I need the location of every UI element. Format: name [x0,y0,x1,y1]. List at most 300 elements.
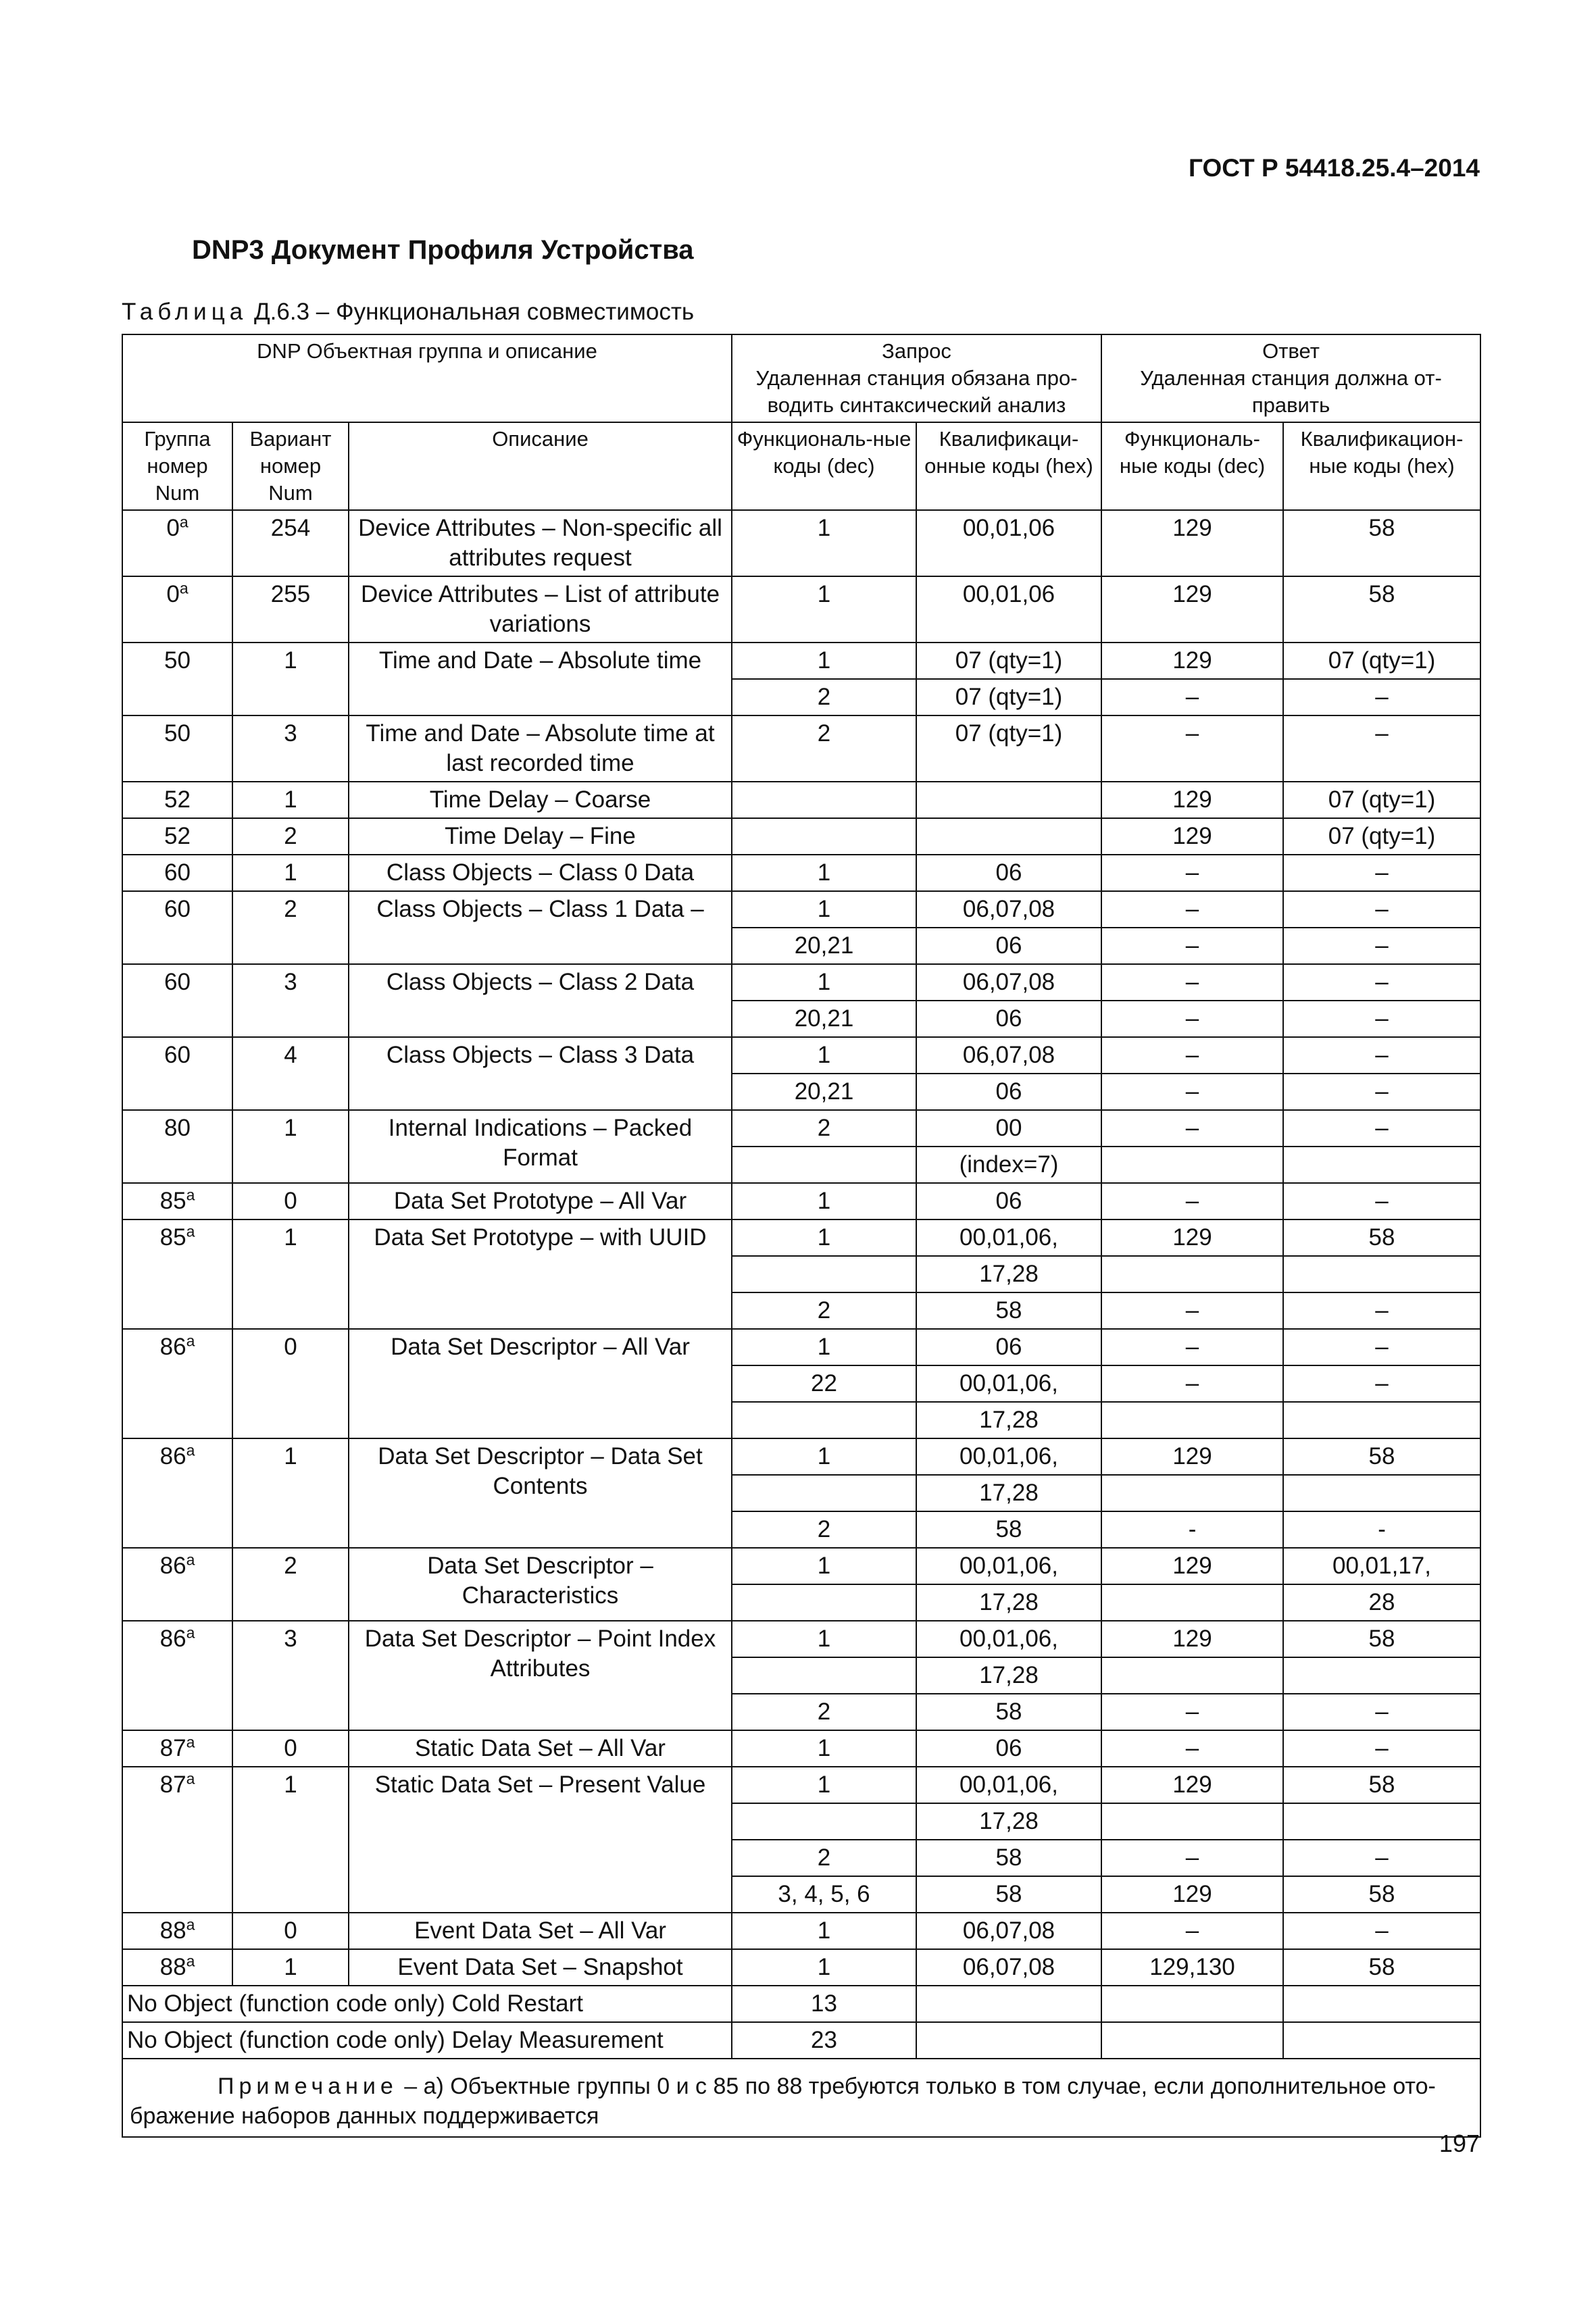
group-cell [122,1110,232,1183]
request-function-cell: 1 [732,855,916,891]
variant-cell: 1 [232,643,349,715]
request-qualifier-cell [916,2022,1101,2059]
footnote-marker: a [186,1186,195,1204]
response-qualifier-cell: – [1283,1730,1480,1767]
request-qualifier-cell: 17,28 [916,1803,1101,1840]
request-function-cell: 2 [732,1694,916,1730]
variant-cell: 0 [232,1183,349,1219]
response-qualifier-cell: 58 [1283,510,1480,576]
table-row [122,1037,1480,1074]
request-function-cell: 1 [732,1913,916,1949]
description-cell: Data Set Descriptor – All Var [349,1329,732,1438]
request-function-cell: 1 [732,1037,916,1074]
response-qualifier-cell [1283,1986,1480,2022]
request-function-cell: 2 [732,715,916,782]
response-function-cell: – [1101,1292,1283,1329]
description-cell: Time and Date – Absolute time [349,643,732,715]
group-cell [122,891,232,964]
response-qualifier-cell: - [1283,1511,1480,1548]
response-qualifier-cell [1283,1475,1480,1511]
footnote-marker: a [186,1624,195,1642]
response-function-cell [1101,1402,1283,1438]
response-function-cell: – [1101,891,1283,928]
request-function-cell: 1 [732,1730,916,1767]
col-variant-header: Вариант номер Num [232,422,349,510]
request-function-cell: 20,21 [732,1074,916,1110]
group-cell [122,643,232,715]
response-function-cell: – [1101,1183,1283,1219]
request-qualifier-cell: 58 [916,1840,1101,1876]
group-cell [122,818,232,855]
no-object-row [122,2022,1480,2059]
response-qualifier-cell: – [1283,1074,1480,1110]
description-cell: Device Attributes – List of attribute variations [349,576,732,643]
variant-cell: 1 [232,782,349,818]
group-cell [122,1183,232,1219]
table-body [122,510,1480,2137]
response-function-cell: – [1101,1730,1283,1767]
variant-cell: 1 [232,1767,349,1913]
response-qualifier-cell: 58 [1283,576,1480,643]
footnote-marker: a [186,1441,195,1459]
table-row [122,1730,1480,1767]
response-function-cell: – [1101,928,1283,964]
request-function-cell: 1 [732,643,916,679]
response-function-cell: – [1101,1074,1283,1110]
request-function-cell: 1 [732,1329,916,1365]
note-row [122,2059,1480,2137]
group-number: 52 [164,823,191,849]
no-object-row [122,1986,1480,2022]
group-number: 60 [164,1042,191,1068]
response-function-cell: 129 [1101,1621,1283,1657]
request-qualifier-cell [916,1986,1101,2022]
request-qualifier-cell: 00,01,06, [916,1219,1101,1256]
description-cell: Device Attributes – Non-specific all attributes request [349,510,732,576]
request-qualifier-cell: 00,01,06 [916,510,1101,576]
table-caption-text: Д.6.3 – Функциональная совместимость [247,299,695,325]
request-qualifier-cell: 06,07,08 [916,1037,1101,1074]
variant-cell: 3 [232,715,349,782]
request-qualifier-cell: 17,28 [916,1402,1101,1438]
group-cell [122,576,232,643]
footnote-marker: a [179,513,189,531]
variant-cell: 255 [232,576,349,643]
standard-number: ГОСТ Р 54418.25.4–2014 [1189,154,1480,182]
table-row [122,855,1480,891]
request-qualifier-cell: 58 [916,1694,1101,1730]
response-qualifier-cell: – [1283,1110,1480,1147]
variant-cell: 2 [232,818,349,855]
table-row [122,1438,1480,1475]
group-cell [122,510,232,576]
response-qualifier-cell [1283,1402,1480,1438]
group-number: 85 [159,1188,186,1214]
request-function-cell: 1 [732,1219,916,1256]
request-function-cell [732,1147,916,1183]
table-row [122,891,1480,928]
request-qualifier-cell: 06,07,08 [916,964,1101,1001]
request-function-cell: 1 [732,1183,916,1219]
group-number: 85 [159,1224,186,1251]
group-number: 86 [159,1626,186,1652]
response-qualifier-cell: 07 (qty=1) [1283,782,1480,818]
table-row [122,1329,1480,1365]
request-qualifier-cell: 58 [916,1292,1101,1329]
request-qualifier-cell: 06,07,08 [916,1949,1101,1986]
group-number: 88 [159,1954,186,1980]
request-function-cell: 1 [732,964,916,1001]
variant-cell: 254 [232,510,349,576]
footnote-marker: a [179,579,189,597]
description-cell: Time and Date – Absolute time at last recorded time [349,715,732,782]
group-cell [122,1438,232,1548]
table-row [122,1949,1480,1986]
group-cell [122,1730,232,1767]
description-cell: Event Data Set – All Var [349,1913,732,1949]
response-function-cell [1101,1584,1283,1621]
request-qualifier-cell: 17,28 [916,1657,1101,1694]
description-cell: Data Set Descriptor – Point Index Attributes [349,1621,732,1730]
response-qualifier-cell: 58 [1283,1767,1480,1803]
response-qualifier-cell: – [1283,964,1480,1001]
table-row [122,1913,1480,1949]
group-cell [122,1037,232,1110]
response-qualifier-cell: – [1283,891,1480,928]
response-qualifier-cell [1283,1147,1480,1183]
request-qualifier-cell: 06 [916,928,1101,964]
table-row [122,576,1480,643]
request-function-cell: 2 [732,1511,916,1548]
description-cell: Static Data Set – All Var [349,1730,732,1767]
table-row [122,1621,1480,1657]
response-function-cell: – [1101,1329,1283,1365]
table-row [122,964,1480,1001]
request-qualifier-cell [916,782,1101,818]
request-function-cell [732,1256,916,1292]
response-qualifier-cell: – [1283,679,1480,715]
group-number: 60 [164,859,191,886]
group-cell [122,1913,232,1949]
group-number: 86 [159,1334,186,1360]
table-header-row-1 [122,334,1480,422]
request-qualifier-cell: 07 (qty=1) [916,715,1101,782]
footnote-marker: a [186,1915,195,1934]
description-cell: Time Delay – Fine [349,818,732,855]
response-qualifier-cell: – [1283,1694,1480,1730]
request-function-cell [732,1803,916,1840]
variant-cell: 1 [232,1219,349,1329]
table-caption-label: Таблица [122,299,248,325]
request-qualifier-cell: 06,07,08 [916,1913,1101,1949]
response-function-cell: 129 [1101,1548,1283,1584]
table-row [122,1183,1480,1219]
group-number: 52 [164,786,191,813]
response-qualifier-cell: 58 [1283,1949,1480,1986]
response-function-cell: 129 [1101,818,1283,855]
response-qualifier-cell: – [1283,1037,1480,1074]
response-qualifier-cell: 58 [1283,1621,1480,1657]
table-row [122,1219,1480,1256]
response-header [1101,334,1480,422]
group-cell [122,1949,232,1986]
request-function-cell: 1 [732,576,916,643]
request-header-title: Запрос [882,339,951,363]
request-function-cell: 23 [732,2022,916,2059]
request-function-cell [732,818,916,855]
description-cell: Data Set Prototype – with UUID [349,1219,732,1329]
response-qualifier-cell: – [1283,928,1480,964]
response-qualifier-cell: – [1283,1292,1480,1329]
response-function-cell: – [1101,964,1283,1001]
request-qualifier-cell: 06 [916,1183,1101,1219]
response-function-cell: – [1101,715,1283,782]
response-function-cell [1101,1256,1283,1292]
response-qualifier-cell: 00,01,17, [1283,1548,1480,1584]
response-function-cell: – [1101,679,1283,715]
variant-cell: 3 [232,964,349,1037]
no-object-label: No Object (function code only) Cold Restart [122,1986,732,2022]
variant-cell: 0 [232,1730,349,1767]
request-function-cell: 13 [732,1986,916,2022]
variant-cell: 1 [232,1949,349,1986]
request-function-cell [732,1475,916,1511]
response-qualifier-cell [1283,1657,1480,1694]
col-description-header: Описание [349,422,732,510]
response-qualifier-cell: – [1283,855,1480,891]
response-qualifier-cell: 07 (qty=1) [1283,643,1480,679]
response-header-title: Ответ [1262,339,1320,363]
group-header: DNP Объектная группа и описание [122,334,732,422]
table-row [122,1548,1480,1584]
response-function-cell: 129 [1101,1876,1283,1913]
variant-cell: 0 [232,1329,349,1438]
note-text: – a) Объектные группы 0 и с 85 по 88 требуются только в том случае, если дополнительное ото-бражение наборов данных поддерживается [130,2073,1436,2129]
request-function-cell [732,1657,916,1694]
variant-cell: 1 [232,1438,349,1548]
group-cell [122,782,232,818]
variant-cell: 2 [232,1548,349,1621]
group-number: 0 [166,515,180,541]
response-function-cell: – [1101,855,1283,891]
group-cell [122,964,232,1037]
response-qualifier-cell: – [1283,1001,1480,1037]
response-qualifier-cell: 58 [1283,1876,1480,1913]
response-function-cell: – [1101,1110,1283,1147]
request-qualifier-cell: 58 [916,1876,1101,1913]
description-cell: Event Data Set – Snapshot [349,1949,732,1986]
response-function-cell: 129 [1101,1219,1283,1256]
response-qualifier-cell: 07 (qty=1) [1283,818,1480,855]
request-function-cell: 20,21 [732,928,916,964]
request-function-cell: 1 [732,510,916,576]
description-cell: Data Set Descriptor – Characteristics [349,1548,732,1621]
note-label: Примечание [218,2073,398,2099]
group-cell [122,1621,232,1730]
response-qualifier-cell [1283,1256,1480,1292]
group-cell [122,855,232,891]
request-function-cell [732,1402,916,1438]
request-qualifier-cell [916,818,1101,855]
response-function-cell: - [1101,1511,1283,1548]
footnote-marker: a [186,1769,195,1788]
response-function-cell: 129 [1101,782,1283,818]
response-function-cell: 129 [1101,643,1283,679]
group-number: 88 [159,1917,186,1944]
request-qualifier-cell: 06 [916,1329,1101,1365]
col-response-qualifier-header: Квалификацион-ные коды (hex) [1283,422,1480,510]
response-function-cell: – [1101,1694,1283,1730]
request-function-cell: 1 [732,1621,916,1657]
request-qualifier-cell: 06 [916,1074,1101,1110]
footnote-marker: a [186,1551,195,1569]
response-qualifier-cell: – [1283,1329,1480,1365]
table-row [122,1767,1480,1803]
response-header-subtitle: Удаленная станция должна от-править [1140,366,1442,417]
document-title: DNP3 Документ Профиля Устройства [192,235,694,265]
request-header-subtitle: Удаленная станция обязана про-водить синтаксический анализ [755,366,1078,417]
request-qualifier-cell: 07 (qty=1) [916,643,1101,679]
response-function-cell: 129 [1101,576,1283,643]
request-function-cell: 1 [732,891,916,928]
request-qualifier-cell: (index=7) [916,1147,1101,1183]
footnote-marker: a [186,1222,195,1240]
response-qualifier-cell: – [1283,1365,1480,1402]
request-qualifier-cell: 00,01,06, [916,1767,1101,1803]
request-function-cell: 2 [732,679,916,715]
group-number: 50 [164,720,191,747]
response-qualifier-cell [1283,2022,1480,2059]
request-function-cell: 1 [732,1767,916,1803]
response-function-cell [1101,1475,1283,1511]
group-cell [122,1767,232,1913]
group-number: 0 [166,581,180,607]
table-row [122,510,1480,576]
response-qualifier-cell: – [1283,1913,1480,1949]
response-function-cell: – [1101,1037,1283,1074]
page-number: 197 [1439,2130,1480,2157]
group-cell [122,1329,232,1438]
col-group-header: Группа номер Num [122,422,232,510]
request-qualifier-cell: 00,01,06, [916,1621,1101,1657]
note-cell [122,2059,1480,2137]
col-response-function-header: Функциональ-ные коды (dec) [1101,422,1283,510]
request-qualifier-cell: 06,07,08 [916,891,1101,928]
request-function-cell: 2 [732,1840,916,1876]
request-function-cell: 20,21 [732,1001,916,1037]
variant-cell: 2 [232,891,349,964]
request-qualifier-cell: 06 [916,1001,1101,1037]
request-function-cell: 1 [732,1438,916,1475]
request-qualifier-cell: 17,28 [916,1584,1101,1621]
response-function-cell: 129 [1101,1767,1283,1803]
request-function-cell: 1 [732,1949,916,1986]
description-cell: Time Delay – Coarse [349,782,732,818]
description-cell: Class Objects – Class 0 Data [349,855,732,891]
request-function-cell: 2 [732,1110,916,1147]
table-header-row-2 [122,422,1480,510]
request-qualifier-cell: 00 [916,1110,1101,1147]
col-request-qualifier-header: Квалификаци-онные коды (hex) [916,422,1101,510]
response-qualifier-cell: 58 [1283,1438,1480,1475]
request-qualifier-cell: 58 [916,1511,1101,1548]
group-number: 87 [159,1771,186,1798]
response-function-cell: 129 [1101,510,1283,576]
variant-cell: 1 [232,855,349,891]
group-cell [122,715,232,782]
footnote-marker: a [186,1733,195,1751]
request-qualifier-cell: 00,01,06, [916,1365,1101,1402]
description-cell: Class Objects – Class 3 Data [349,1037,732,1110]
variant-cell: 3 [232,1621,349,1730]
group-number: 87 [159,1735,186,1761]
response-function-cell: – [1101,1365,1283,1402]
group-number: 50 [164,647,191,674]
group-number: 86 [159,1443,186,1469]
response-qualifier-cell: – [1283,715,1480,782]
request-function-cell: 22 [732,1365,916,1402]
request-header [732,334,1101,422]
description-cell: Data Set Descriptor – Data Set Contents [349,1438,732,1548]
table-row [122,782,1480,818]
footnote-marker: a [186,1332,195,1350]
response-function-cell: 129 [1101,1438,1283,1475]
description-cell: Data Set Prototype – All Var [349,1183,732,1219]
footnote-marker: a [186,1952,195,1970]
col-request-function-header: Функциональ-ные коды (dec) [732,422,916,510]
group-number: 60 [164,896,191,922]
group-number: 80 [164,1115,191,1141]
response-function-cell: – [1101,1001,1283,1037]
description-cell: Internal Indications – Packed Format [349,1110,732,1183]
response-function-cell [1101,1147,1283,1183]
request-function-cell [732,1584,916,1621]
request-qualifier-cell: 00,01,06, [916,1438,1101,1475]
variant-cell: 0 [232,1913,349,1949]
table-row [122,818,1480,855]
compatibility-table [122,334,1481,2138]
variant-cell: 1 [232,1110,349,1183]
response-function-cell: – [1101,1913,1283,1949]
group-cell [122,1219,232,1329]
response-function-cell: – [1101,1840,1283,1876]
variant-cell: 4 [232,1037,349,1110]
request-function-cell: 3, 4, 5, 6 [732,1876,916,1913]
group-cell [122,1548,232,1621]
request-function-cell [732,782,916,818]
no-object-label: No Object (function code only) Delay Measurement [122,2022,732,2059]
group-number: 60 [164,969,191,995]
response-function-cell: 129,130 [1101,1949,1283,1986]
description-cell: Class Objects – Class 2 Data [349,964,732,1037]
response-function-cell [1101,1986,1283,2022]
description-cell: Class Objects – Class 1 Data – [349,891,732,964]
response-function-cell [1101,1657,1283,1694]
response-qualifier-cell: 28 [1283,1584,1480,1621]
request-qualifier-cell: 06 [916,1730,1101,1767]
request-function-cell: 2 [732,1292,916,1329]
request-qualifier-cell: 17,28 [916,1256,1101,1292]
request-qualifier-cell: 00,01,06 [916,576,1101,643]
response-qualifier-cell: – [1283,1183,1480,1219]
request-qualifier-cell: 00,01,06, [916,1548,1101,1584]
table-row [122,643,1480,679]
response-function-cell [1101,1803,1283,1840]
response-qualifier-cell: 58 [1283,1219,1480,1256]
table-row [122,1110,1480,1147]
request-function-cell: 1 [732,1548,916,1584]
response-qualifier-cell [1283,1803,1480,1840]
